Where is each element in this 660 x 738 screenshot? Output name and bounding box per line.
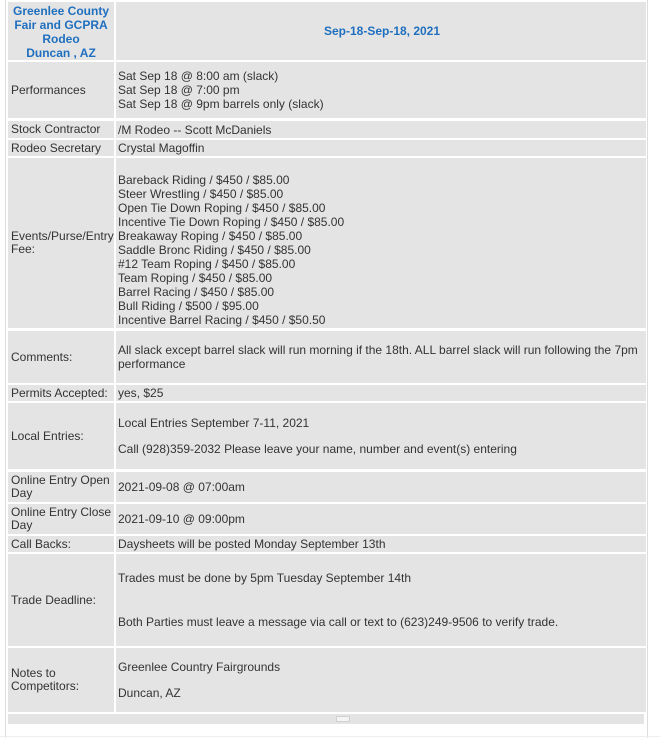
stock-contractor-label: Stock Contractor	[8, 121, 114, 138]
performance-line: Sat Sep 18 @ 7:00 pm	[118, 83, 240, 97]
comments-value: All slack except barrel slack will run morning if the 18th. ALL barrel slack will run following the 7pm performance	[116, 331, 646, 383]
online-open-row	[7, 472, 646, 502]
spacer	[118, 585, 646, 615]
stock-contractor-value: /M Rodeo -- Scott McDaniels	[116, 121, 646, 138]
call-backs-value: Daysheets will be posted Monday September 13th	[116, 536, 646, 552]
table-footer-bar	[8, 714, 644, 724]
trade-deadline-instructions: Both Parties must leave a message via call or text to (623)249-9506 to verify trade.	[118, 615, 559, 629]
event-line: Steer Wrestling / $450 / $85.00	[118, 187, 284, 201]
event-line: Incentive Tie Down Roping / $450 / $85.00	[118, 215, 345, 229]
resize-handle[interactable]	[336, 716, 350, 722]
event-line: #12 Team Roping / $450 / $85.00	[118, 257, 296, 271]
rodeo-title-line: Fair and GCPRA	[14, 18, 108, 32]
notes-value	[116, 648, 646, 712]
online-open-label: Online Entry Open Day	[8, 472, 114, 502]
rodeo-title-line: Duncan , AZ	[26, 46, 96, 60]
performances-label: Performances	[8, 62, 114, 118]
rodeo-details-panel	[5, 0, 648, 738]
performances-value	[116, 62, 646, 118]
permits-label: Permits Accepted:	[8, 385, 114, 401]
rodeo-secretary-label: Rodeo Secretary	[8, 140, 114, 156]
spacer	[118, 430, 646, 442]
performance-line: Sat Sep 18 @ 8:00 am (slack)	[118, 69, 279, 83]
comments-row	[7, 331, 646, 383]
header-row	[7, 2, 646, 60]
notes-venue: Greenlee Country Fairgrounds	[118, 660, 281, 674]
rodeo-title-line: Rodeo	[42, 32, 80, 46]
events-label: Events/Purse/Entry Fee:	[8, 158, 114, 328]
rodeo-secretary-row	[7, 140, 646, 156]
performance-line: Sat Sep 18 @ 9pm barrels only (slack)	[118, 97, 324, 111]
online-close-row	[7, 504, 646, 534]
performances-row	[7, 62, 646, 118]
call-backs-row	[7, 536, 646, 552]
event-line: Bareback Riding / $450 / $85.00	[118, 173, 290, 187]
trade-deadline-row	[7, 554, 646, 646]
rodeo-secretary-value: Crystal Magoffin	[116, 140, 646, 156]
local-entries-row	[7, 403, 646, 469]
online-close-value: 2021-09-10 @ 09:00pm	[116, 504, 646, 534]
events-value	[116, 158, 646, 328]
trade-deadline-time: Trades must be done by 5pm Tuesday September 14th	[118, 571, 412, 585]
event-line: Team Roping / $450 / $85.00	[118, 271, 273, 285]
stock-contractor-row	[7, 121, 646, 138]
trade-deadline-value	[116, 554, 646, 646]
local-entries-value	[116, 403, 646, 469]
event-line: Saddle Bronc Riding / $450 / $85.00	[118, 243, 311, 257]
local-entries-dates: Local Entries September 7-11, 2021	[118, 416, 310, 430]
notes-row	[7, 648, 646, 712]
spacer	[118, 674, 646, 686]
rodeo-dates: Sep-18-Sep-18, 2021	[116, 2, 646, 60]
divider	[0, 736, 660, 737]
online-open-value: 2021-09-08 @ 07:00am	[116, 472, 646, 502]
event-line: Barrel Racing / $450 / $85.00	[118, 285, 275, 299]
rodeo-title-line: Greenlee County	[12, 4, 110, 18]
event-line: Incentive Barrel Racing / $450 / $50.50	[118, 313, 326, 327]
comments-label: Comments:	[8, 331, 114, 383]
local-entries-phone: Call (928)359-2032 Please leave your name, number and event(s) entering	[118, 442, 517, 456]
notes-label: Notes to Competitors:	[8, 648, 114, 712]
events-row	[7, 158, 646, 328]
online-close-label: Online Entry Close Day	[8, 504, 114, 534]
event-line: Bull Riding / $500 / $95.00	[118, 299, 259, 313]
notes-location: Duncan, AZ	[118, 686, 181, 700]
rodeo-title	[8, 2, 114, 60]
event-line: Breakaway Roping / $450 / $85.00	[118, 229, 303, 243]
trade-deadline-label: Trade Deadline:	[8, 554, 114, 646]
call-backs-label: Call Backs:	[8, 536, 114, 552]
event-line: Open Tie Down Roping / $450 / $85.00	[118, 201, 326, 215]
permits-row	[7, 385, 646, 401]
permits-value: yes, $25	[116, 385, 646, 401]
local-entries-label: Local Entries:	[8, 403, 114, 469]
